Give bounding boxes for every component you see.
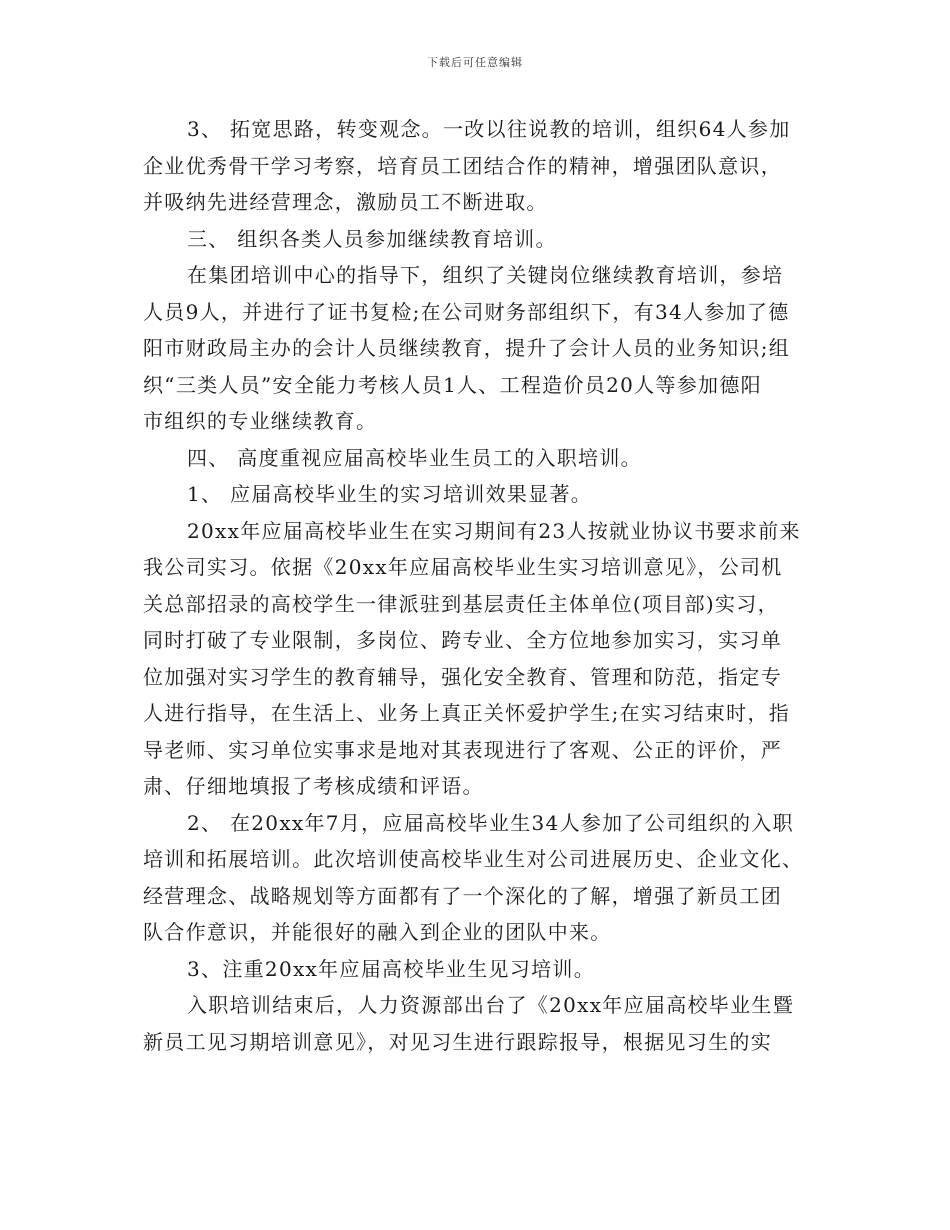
paragraph (143, 111, 813, 221)
text-line: 3、 拓宽思路，转变观念。一改以往说教的培训，组织64人参加 (187, 117, 791, 141)
paragraph (143, 513, 813, 805)
text-line: 队合作意识，并能很好的融入到企业的团队中来。 (143, 920, 612, 944)
paragraph (143, 221, 813, 258)
text-line: 新员工见习期培训意见》，对见习生进行跟踪报导，根据见习生的实 (143, 1029, 772, 1054)
text-line: 培训和拓展培训。此次培训使高校毕业生对公司进展历史、企业文化、 (143, 847, 804, 871)
text-line: 同时打破了专业限制，多岗位、跨专业、全方位地参加实习，实习单 (143, 628, 782, 652)
text-line: 人进行指导，在生活上、业务上真正关怀爱护学生;在实习结束时，指 (143, 701, 791, 725)
text-line: 关总部招录的高校学生一律派驻到基层责任主体单位(项目部)实习， (143, 591, 779, 616)
page-header: 下载后可任意编辑 (427, 56, 523, 69)
text-line: 并吸纳先进经营理念，激励员工不断进取。 (143, 190, 548, 214)
text-line: 阳市财政局主办的会计人员继续教育，提升了会计人员的业务知识;组 (143, 336, 791, 360)
text-line: 位加强对实习学生的教育辅导，强化安全教育、管理和防范，指定专 (143, 664, 782, 689)
text-line: 企业优秀骨干学习考察，培育员工团结合作的精神，增强团队意识， (143, 153, 782, 178)
paragraph (143, 440, 813, 477)
paragraph (143, 951, 813, 988)
paragraph (143, 805, 813, 951)
document-body (143, 111, 813, 1060)
paragraph (143, 257, 813, 440)
text-line: 织“三类人员”安全能力考核人员1人、工程造价员20人等参加德阳 (143, 372, 762, 397)
text-line: 入职培训结束后，人力资源部出台了《20xx年应届高校毕业生暨 (187, 993, 795, 1017)
text-line: 人员9人，并进行了证书复检;在公司财务部组织下，有34人参加了德 (143, 299, 790, 324)
text-line: 经营理念、战略规划等方面都有了一个深化的了解，增强了新员工团 (143, 883, 782, 908)
paragraph (143, 987, 813, 1060)
text-line: 1、 应届高校毕业生的实习培训效果显著。 (187, 482, 593, 506)
text-line: 3、注重20xx年应届高校毕业生见习培训。 (187, 956, 596, 981)
text-line: 20xx年应届高校毕业生在实习期间有23人按就业协议书要求前来 (187, 518, 801, 543)
text-line: 我公司实习。依据《20xx年应届高校毕业生实习培训意见》，公司机 (143, 555, 783, 579)
text-line: 市组织的专业继续教育。 (143, 409, 378, 433)
paragraph (143, 476, 813, 513)
text-line: 肃、仔细地填报了考核成绩和评语。 (143, 774, 484, 798)
text-line: 在集团培训中心的指导下，组织了关键岗位继续教育培训，参培 (187, 263, 784, 287)
text-line: 导老师、实习单位实事求是地对其表现进行了客观、公正的评价，严 (143, 737, 782, 762)
text-line: 2、 在20xx年7月，应届高校毕业生34人参加了公司组织的入职 (187, 810, 794, 835)
text-line: 三、 组织各类人员参加继续教育培训。 (187, 226, 557, 251)
text-line: 四、 高度重视应届高校毕业生员工的入职培训。 (187, 445, 642, 470)
